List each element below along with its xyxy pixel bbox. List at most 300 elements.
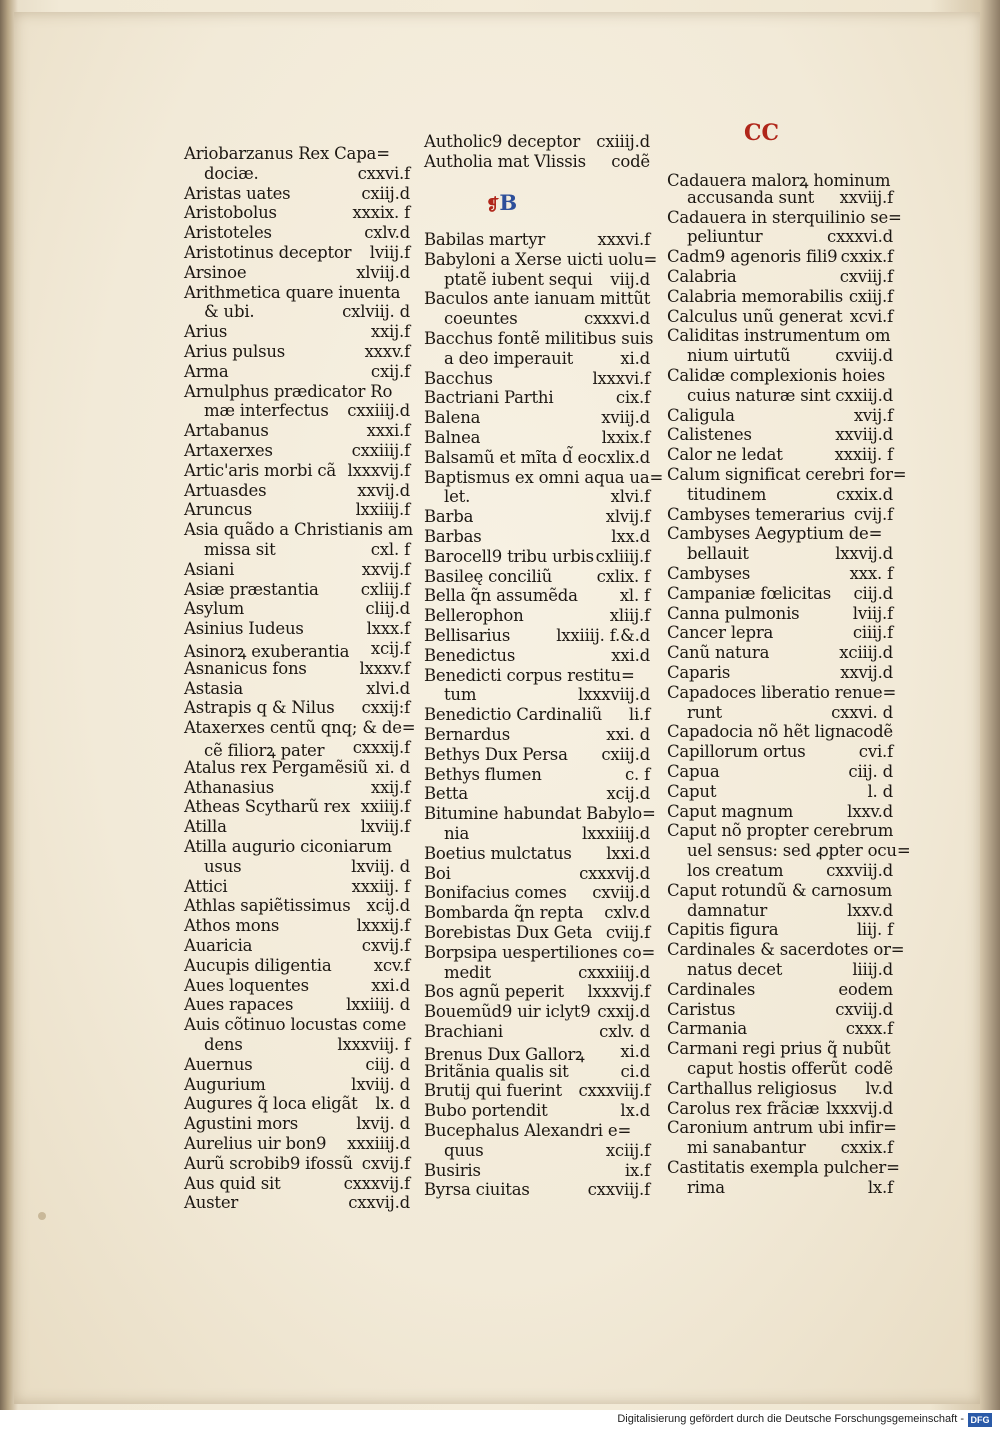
entry-term: Carmania — [667, 1019, 747, 1039]
entry-page-ref: lxxix.f — [601, 428, 650, 447]
section-heading-b: ❡B — [486, 190, 518, 215]
entry-page-ref: xliij.f — [609, 606, 650, 626]
index-entry — [184, 481, 410, 501]
entry-term: Arius — [184, 322, 228, 342]
entry-term: Calabria — [667, 267, 737, 286]
entry-term-continuation: natus decet — [687, 959, 783, 979]
entry-term: Balsamũ et mĩta d̃ eo — [424, 447, 597, 467]
entry-term: Asiani — [184, 559, 235, 579]
index-entry — [184, 659, 410, 679]
entry-term: Carolus rex frãciæ — [667, 1098, 820, 1118]
index-entry — [184, 362, 410, 382]
index-entry — [184, 995, 410, 1015]
index-entry — [424, 903, 650, 923]
index-entry — [667, 742, 893, 762]
entry-page-ref: cvi.f — [858, 742, 893, 762]
entry-term: Baculos ante ianuam mittũt — [424, 289, 651, 309]
entry-term: Cadauera malorꝝ hominum — [667, 171, 891, 190]
entry-term: Bucephalus Alexandri e= — [424, 1121, 632, 1140]
entry-page-ref: cxxxvij.d — [579, 863, 650, 883]
entry-term: Caput — [667, 781, 717, 801]
index-entry — [184, 520, 413, 560]
index-entry — [667, 980, 893, 1000]
entry-term: Atheas Scytharũ rex — [184, 797, 351, 817]
entry-page-ref: cxiij.d — [601, 744, 650, 764]
entry-page-ref: lxxiiij. f.&.d — [556, 626, 650, 645]
entry-term: Arma — [184, 361, 229, 381]
section-heading-c: CC — [744, 120, 780, 146]
index-entry — [424, 1002, 650, 1022]
entry-page-ref: cxxix.d — [836, 484, 893, 504]
index-entry — [424, 467, 664, 508]
entry-term: Aurelius uir bon9 — [184, 1134, 327, 1153]
index-entry — [424, 666, 650, 706]
entry-page-ref: cxxxvi.d — [584, 309, 650, 329]
entry-page-ref: lxviij. d — [351, 856, 410, 876]
entry-term: Baptismus ex omni aqua ua= — [424, 467, 664, 487]
entry-page-ref: cxlv.d — [604, 903, 650, 923]
entry-page-ref: cix.f — [615, 388, 650, 408]
entry-term: Bonifacius comes — [424, 883, 567, 903]
entry-term-continuation: quus — [444, 1140, 484, 1160]
entry-term: Capua — [667, 762, 720, 781]
entry-page-ref: cxxxviij.f — [578, 1081, 650, 1101]
entry-term: Benedictus — [424, 645, 516, 665]
entry-term: Cadauera in sterquilinio se= — [667, 207, 902, 227]
index-entry — [184, 916, 410, 936]
entry-term: Capitis figura — [667, 920, 779, 940]
index-entry — [184, 1114, 410, 1134]
index-entry — [184, 698, 410, 718]
index-entry — [184, 1174, 410, 1194]
index-entry — [667, 722, 893, 742]
index-entry — [184, 342, 410, 362]
entry-page-ref: lxvij. d — [356, 1114, 410, 1134]
entry-page-ref: cxxij.d — [597, 1002, 650, 1022]
entry-page-ref: lxxxvij.d — [826, 1098, 893, 1118]
entry-page-ref: xxxv.f — [364, 342, 410, 361]
entry-term: Borebistas Dux Geta — [424, 923, 593, 942]
index-entry — [667, 465, 907, 505]
entry-term: Borpsipa uespertiliones co= — [424, 942, 656, 962]
entry-term: Athlas sapiẽtissimus — [184, 896, 351, 916]
index-entry — [667, 247, 893, 267]
entry-page-ref: xxi.d — [611, 645, 650, 665]
entry-page-ref: eodem — [838, 979, 893, 999]
entry-page-ref: viij.d — [610, 269, 650, 289]
entry-page-ref: xvij.f — [853, 405, 893, 425]
index-entry — [424, 883, 650, 903]
entry-term-continuation: damnatur — [687, 900, 768, 920]
entry-page-ref: xxviij.d — [835, 425, 893, 445]
index-entry — [184, 877, 410, 897]
entry-page-ref: lx. d — [375, 1094, 410, 1114]
footer-credit: Digitalisierung gefördert durch die Deutsche Forschungsgemeinschaft - — [617, 1413, 964, 1425]
index-entry — [667, 1039, 893, 1079]
entry-term: Bernardus — [424, 725, 510, 744]
entry-page-ref: lxxxviij. f — [337, 1034, 410, 1054]
entry-page-ref: lxxxviij.d — [578, 685, 650, 705]
entry-term: Bubo portendit — [424, 1101, 548, 1121]
entry-page-ref: xviij.d — [601, 408, 650, 428]
entry-term-continuation: coeuntes — [444, 309, 518, 329]
index-entry — [184, 1134, 410, 1154]
entry-term: Basileę conciliũ — [424, 566, 553, 586]
entry-term: Cardinales — [667, 979, 756, 999]
index-entry — [667, 267, 893, 287]
entry-page-ref: cxxiiij.d — [347, 401, 410, 421]
entry-term-continuation: runt — [687, 702, 722, 722]
entry-term: Bombarda q̃n repta — [424, 903, 584, 923]
entry-term: Attici — [184, 876, 228, 896]
index-entry — [667, 584, 893, 604]
entry-page-ref: xcvi.f — [849, 306, 893, 326]
entry-page-ref: cxlv. d — [599, 1022, 650, 1041]
entry-term: Asinorꝝ exuberantia — [184, 642, 350, 661]
index-entry — [667, 1019, 893, 1039]
index-entry — [424, 606, 650, 626]
entry-term: Augurium — [184, 1074, 266, 1094]
entry-term-continuation: peliuntur — [687, 227, 763, 247]
entry-term: Benedictio Cardinaliũ — [424, 705, 603, 725]
entry-term: Bethys flumen — [424, 764, 542, 784]
entry-term: Brutij qui fuerint — [424, 1081, 562, 1101]
entry-page-ref: cxxviij.d — [826, 860, 893, 880]
index-entry — [424, 1062, 650, 1082]
index-entry — [424, 1081, 650, 1101]
entry-page-ref: cxxiij.d — [835, 385, 893, 405]
entry-page-ref: cxvij.f — [361, 936, 410, 955]
entry-page-ref: xlviij.d — [356, 262, 410, 282]
entry-term: Busiris — [424, 1160, 481, 1180]
entry-term: Artabanus — [184, 421, 269, 441]
index-entry — [184, 223, 410, 243]
entry-term: Aues rapaces — [184, 995, 294, 1015]
entry-term-continuation: let. — [444, 487, 471, 507]
entry-term: Canũ natura — [667, 643, 770, 663]
entry-term: Caput nõ propter cerebrum — [667, 821, 894, 841]
entry-term: Auis cõtinuo locustas come — [184, 1015, 407, 1035]
entry-page-ref: xcij.d — [366, 896, 410, 916]
entry-term: Brenus Dux Gallorꝝ — [424, 1044, 585, 1064]
entry-page-ref: xxxi.f — [366, 421, 410, 441]
index-entry — [667, 1079, 893, 1099]
index-entry — [424, 448, 650, 468]
index-entry — [667, 643, 893, 663]
entry-term: Bellerophon — [424, 606, 524, 626]
index-entry — [184, 1193, 410, 1213]
index-entry — [184, 679, 410, 699]
index-entry — [424, 586, 650, 606]
entry-term: Calum significat cerebri for= — [667, 465, 907, 484]
entry-term: Athanasius — [184, 777, 275, 797]
entry-page-ref: cxiij.d — [361, 183, 410, 203]
entry-page-ref: cxxix.f — [840, 1138, 893, 1158]
entry-term: Britãnia qualis sit — [424, 1061, 569, 1081]
index-entry — [667, 881, 893, 921]
entry-page-ref: xxi.d — [371, 975, 410, 995]
index-entry — [184, 718, 416, 760]
entry-term: Auaricia — [184, 936, 253, 955]
entry-term-continuation: cuius naturæ sint — [687, 385, 831, 405]
entry-term: Calidæ complexionis hoies — [667, 366, 885, 385]
entry-term: Caparis — [667, 663, 731, 682]
entry-page-ref: codẽ — [854, 722, 893, 742]
entry-page-ref: lxviij.f — [360, 817, 410, 837]
entry-page-ref: lxxvij.d — [835, 544, 893, 564]
entry-page-ref: lv.d — [865, 1078, 893, 1098]
entry-term: Caliditas instrumentum om — [667, 326, 891, 346]
index-entry — [424, 1121, 650, 1161]
entry-term: Castitatis exempla pulcher= — [667, 1158, 900, 1177]
entry-page-ref: cxxx.f — [845, 1019, 893, 1039]
entry-term-continuation: rima — [687, 1177, 725, 1197]
entry-term: Capillorum ortus — [667, 742, 806, 762]
entry-page-ref: c. f — [624, 764, 650, 784]
index-entry — [667, 524, 893, 564]
entry-page-ref: xxvij.d — [840, 663, 893, 682]
entry-page-ref: xxx. f — [849, 564, 893, 583]
entry-page-ref: lx.f — [867, 1177, 893, 1197]
index-entry — [667, 940, 905, 980]
entry-page-ref: liij. f — [856, 920, 893, 940]
entry-term: Caligula — [667, 405, 735, 425]
index-entry — [424, 646, 650, 666]
entry-page-ref: cxviij.f — [839, 267, 893, 286]
entry-term: Arsinoe — [184, 262, 247, 282]
entry-term-continuation: mi sanabantur — [687, 1138, 806, 1158]
entry-term: Atalus rex Pergamẽsiũ — [184, 757, 368, 777]
index-entry — [667, 802, 893, 822]
index-entry — [424, 249, 658, 290]
index-entry — [667, 1118, 897, 1158]
entry-page-ref: xi.d — [620, 1041, 650, 1061]
index-entry — [667, 762, 893, 782]
index-entry — [424, 923, 650, 943]
entry-term: Balnea — [424, 428, 481, 447]
entry-term-continuation: titudinem — [687, 484, 767, 504]
index-entry — [667, 821, 911, 880]
index-entry — [667, 366, 893, 406]
index-entry — [184, 1075, 410, 1095]
entry-page-ref: lxxxij.f — [356, 916, 410, 936]
index-entry — [667, 505, 893, 525]
entry-term-continuation: nia — [444, 823, 470, 843]
entry-term: Asinius Iudeus — [184, 619, 304, 639]
entry-term-continuation: tum — [444, 685, 477, 705]
entry-page-ref: lviij.f — [852, 603, 893, 623]
entry-page-ref: cxiij.f — [848, 286, 893, 306]
entry-term: Arnulphus prædicator Ro — [184, 381, 393, 401]
entry-term: Asylum — [184, 599, 245, 619]
index-entry — [424, 982, 650, 1002]
entry-term-continuation: uel sensus: sed ꝓpter ocu= — [687, 841, 911, 861]
entry-page-ref: lxxxvij.f — [347, 460, 410, 480]
entry-term: Artic'aris morbi cã — [184, 460, 337, 480]
index-entry — [424, 132, 650, 152]
entry-page-ref: xxxiij. f — [351, 876, 410, 896]
entry-term: Calculus unũ generat — [667, 306, 843, 326]
index-entry — [424, 626, 650, 646]
entry-term: Campaniæ fœlicitas — [667, 583, 831, 603]
entry-term: Cardinales & sacerdotes or= — [667, 940, 905, 960]
entry-page-ref: lviij.f — [369, 243, 410, 262]
entry-page-ref: xxiiij.f — [360, 797, 410, 817]
entry-term: Carthallus religiosus — [667, 1078, 837, 1098]
entry-term: Cambyses — [667, 564, 751, 583]
entry-page-ref: lxxv.d — [847, 900, 893, 920]
entry-page-ref: xxi. d — [606, 725, 650, 744]
index-entry — [184, 580, 410, 600]
index-entry — [184, 1094, 410, 1114]
index-entry — [184, 283, 410, 323]
entry-term: Autholic9 deceptor — [424, 132, 581, 151]
entry-term: Augures q̃ loca eligãt — [184, 1094, 358, 1114]
entry-page-ref: lxxiiij.f — [355, 500, 410, 520]
entry-term: Bethys Dux Persa — [424, 744, 568, 764]
index-entry — [184, 758, 410, 778]
entry-term-continuation: mæ interfectus — [204, 401, 329, 421]
entry-page-ref: lxviij. d — [351, 1074, 410, 1094]
entry-page-ref: ciij. d — [365, 1054, 410, 1074]
entry-page-ref: lxxv.d — [847, 801, 893, 821]
entry-term: Boetius mulctatus — [424, 843, 572, 863]
entry-page-ref: xi.d — [620, 348, 650, 368]
entry-page-ref: cxvij.f — [361, 1153, 410, 1173]
entry-term: Arius pulsus — [184, 342, 286, 361]
entry-term: Athos mons — [184, 916, 280, 936]
index-entry — [424, 408, 650, 428]
index-entry — [667, 604, 893, 624]
entry-page-ref: lxxi.d — [606, 843, 650, 863]
entry-page-ref: cxxvi. d — [831, 702, 893, 722]
index-entry — [424, 547, 650, 567]
index-entry — [184, 797, 410, 817]
entry-term: Aucupis diligentia — [184, 955, 332, 975]
footer-bar — [0, 1410, 1000, 1431]
index-entry — [184, 639, 410, 659]
index-entry — [424, 230, 650, 250]
entry-term: Atilla augurio ciconiarum — [184, 837, 392, 856]
entry-term: Balena — [424, 408, 481, 428]
index-entry — [667, 920, 893, 940]
entry-term: Brachiani — [424, 1022, 503, 1041]
entry-term: Caput rotundũ & carnosum — [667, 880, 893, 900]
index-entry — [184, 203, 410, 223]
index-entry — [424, 527, 650, 547]
index-entry — [184, 500, 410, 520]
entry-page-ref: xciiij.d — [839, 643, 893, 663]
entry-page-ref: codẽ — [611, 151, 650, 171]
entry-page-ref: xxviij.f — [839, 187, 893, 207]
index-entry — [184, 896, 410, 916]
index-entry — [184, 956, 410, 976]
entry-term-continuation: a deo imperauit — [444, 348, 574, 368]
index-entry — [184, 1055, 410, 1075]
index-entry — [667, 406, 893, 426]
index-entry — [424, 369, 650, 389]
entry-page-ref: cxliiij.f — [595, 546, 650, 566]
entry-term: Asnanicus fons — [184, 658, 307, 678]
index-entry — [424, 1161, 650, 1181]
entry-term: Calor ne ledat — [667, 445, 783, 465]
entry-term: Aristobolus — [184, 203, 277, 223]
entry-page-ref: ix.f — [624, 1160, 650, 1180]
entry-page-ref: cliij.d — [365, 599, 410, 619]
entry-page-ref: cxxviij.f — [587, 1180, 650, 1200]
entry-page-ref: cxlv.d — [364, 223, 410, 243]
entry-page-ref: xciij.f — [605, 1140, 650, 1160]
index-entry — [424, 507, 650, 527]
entry-term: Byrsa ciuitas — [424, 1180, 530, 1200]
entry-page-ref: lxxxiiij.d — [582, 823, 650, 843]
index-entry — [667, 623, 893, 643]
entry-term: Boi — [424, 863, 451, 883]
entry-page-ref: l. d — [867, 781, 893, 801]
entry-page-ref: xxvij.d — [357, 480, 410, 500]
entry-page-ref: cviij.f — [605, 923, 650, 942]
entry-term-continuation: caput hostis offerũt — [687, 1058, 847, 1078]
entry-page-ref: xxxiij. f — [834, 445, 893, 465]
entry-page-ref: cxlix. f — [596, 566, 650, 586]
entry-term: Aristotinus deceptor — [184, 243, 352, 262]
binding-hole — [38, 1212, 46, 1220]
entry-term: Benedicti corpus restitu= — [424, 665, 635, 685]
entry-term: Bitumine habundat Babylo= — [424, 804, 656, 824]
index-entry — [184, 976, 410, 996]
entry-page-ref: liiij.d — [852, 959, 893, 979]
entry-page-ref: cvij.f — [853, 504, 893, 524]
entry-page-ref: xlvi.d — [366, 678, 410, 698]
index-entry — [667, 1158, 900, 1198]
entry-term-continuation: dociæ. — [204, 163, 259, 183]
entry-page-ref: cxxiiij.f — [351, 441, 410, 460]
index-entry — [184, 560, 410, 580]
entry-page-ref: xxij.f — [370, 322, 410, 342]
index-entry — [424, 289, 650, 329]
index-entry — [667, 207, 902, 248]
entry-term: Capadoces liberatio renue= — [667, 682, 897, 702]
entry-term-continuation: nium uirtutũ — [687, 346, 791, 366]
index-entry — [184, 837, 410, 877]
entry-page-ref: xlvij.f — [605, 507, 650, 527]
entry-term: Aurũ scrobib9 ifossũ — [184, 1153, 353, 1173]
index-entry — [184, 778, 410, 798]
entry-term: Calabria memorabilis — [667, 286, 843, 306]
entry-page-ref: xxij.f — [370, 777, 410, 797]
index-entry — [424, 745, 650, 765]
index-entry — [424, 765, 650, 785]
index-entry — [184, 619, 410, 639]
entry-term: Bella q̃n assumẽda — [424, 586, 578, 606]
index-entry — [184, 599, 410, 619]
entry-term: Atilla — [184, 817, 227, 837]
entry-term: Asiæ præstantia — [184, 579, 319, 599]
entry-page-ref: ciij. d — [848, 762, 893, 781]
index-entry — [667, 663, 893, 683]
entry-page-ref: lxxxvij.f — [587, 982, 650, 1002]
entry-page-ref: cxviij.d — [592, 883, 650, 903]
entry-term: Aristoteles — [184, 223, 272, 243]
entry-page-ref: ciij.d — [853, 583, 893, 603]
index-entry — [667, 326, 893, 366]
index-entry — [424, 1101, 650, 1121]
entry-page-ref: cxl. f — [370, 539, 410, 559]
entry-term: Barocell9 tribu urbis — [424, 546, 594, 566]
index-entry — [424, 388, 650, 408]
entry-term: Barba — [424, 507, 474, 527]
index-entry — [667, 307, 893, 327]
